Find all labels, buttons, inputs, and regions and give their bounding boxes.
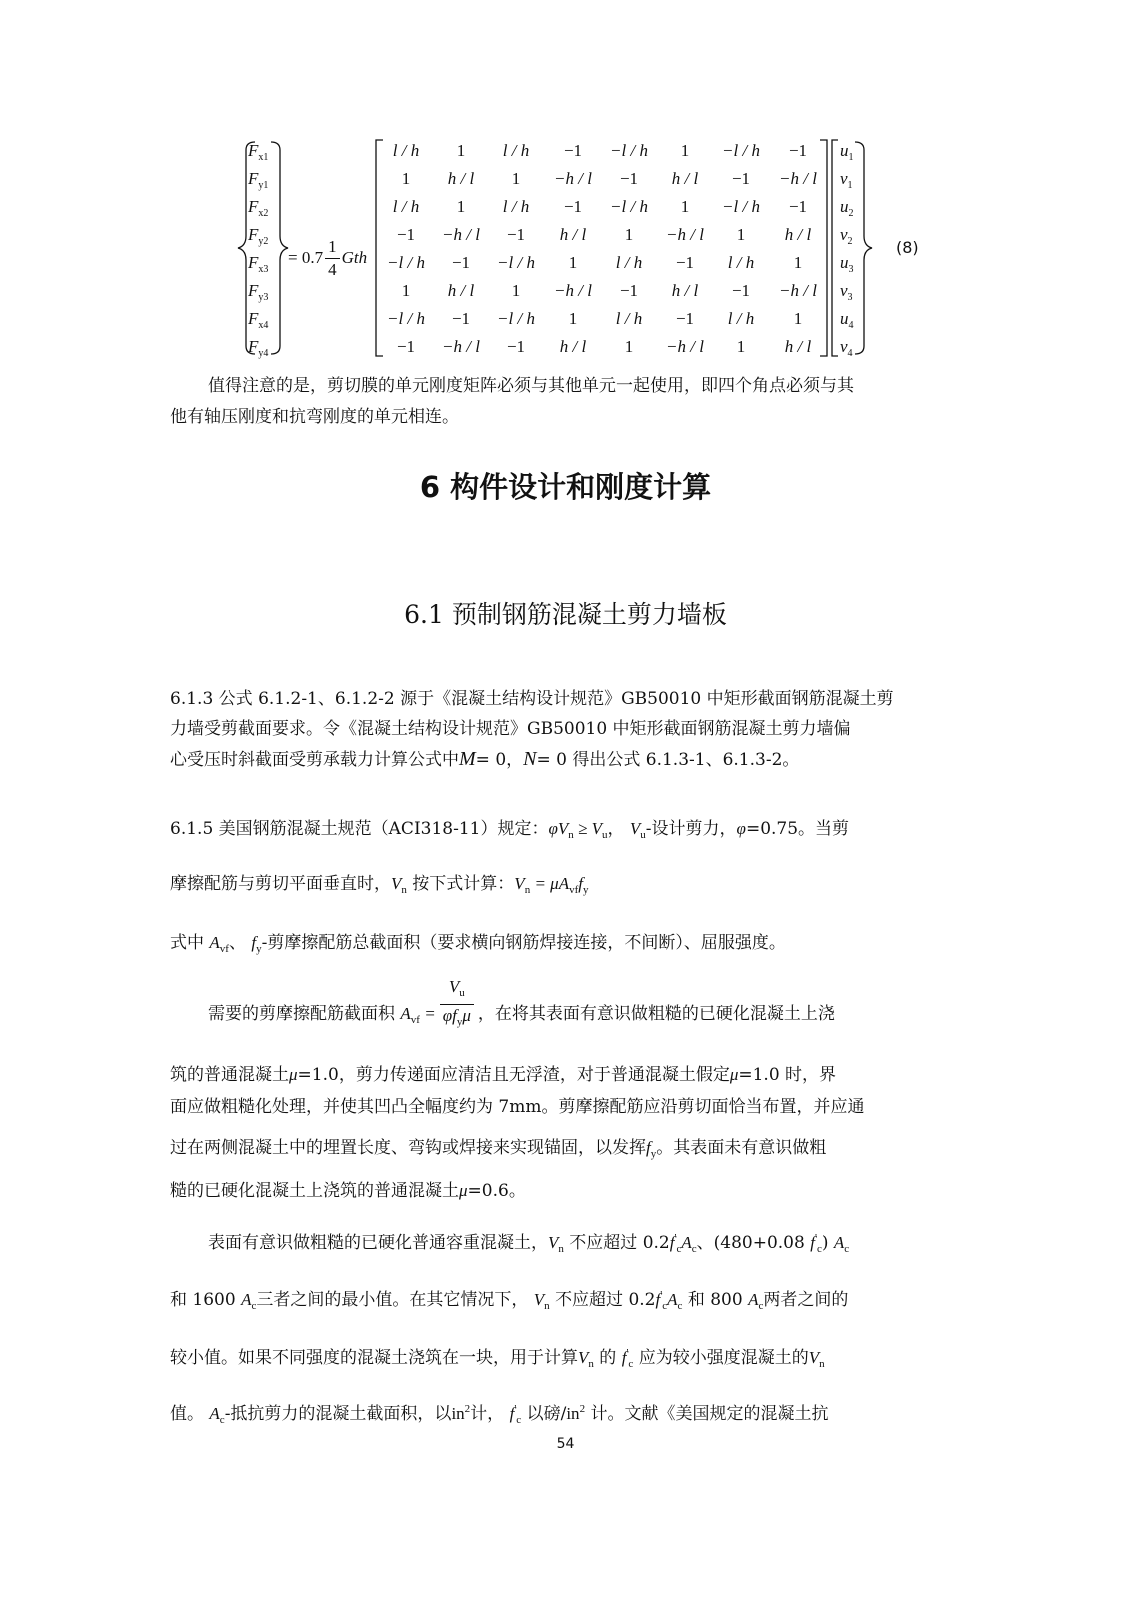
matrix-cell: −h / l (666, 225, 704, 244)
coef-num: 1 (325, 236, 340, 259)
force-component: $F_{x1}$ (248, 141, 269, 163)
matrix-cell: h / l (671, 281, 699, 300)
matrix-cell: −1 (731, 169, 751, 188)
matrix-cell: l / h (615, 309, 643, 328)
s615-line-7: 过在两侧混凝土中的埋置长度、弯钩或焊接来实现锚固，以发挥$f_y$。其表面未有意识做粗 (170, 1138, 827, 1160)
matrix-cell: −1 (619, 169, 639, 188)
s613-line-1: 6.1.3 公式 6.1.2-1、6.1.2-2 源于《混凝土结构设计规范》GB50010 中矩形截面钢筋混凝土剪 (170, 689, 894, 709)
matrix-cell: −h / l (554, 169, 592, 188)
s615-line-10: 和 1600 $A_c$三者之间的最小值。在其它情况下， $V_n$ 不应超过 $0.2f'_cA_c$ 和 800 $A_c$两者之间的 (170, 1289, 849, 1312)
matrix-cell: −1 (506, 225, 526, 244)
matrix-cell: −l / h (722, 141, 760, 160)
matrix-cell: 1 (511, 281, 521, 300)
matrix-cell: 1 (793, 309, 803, 328)
matrix-cell: −1 (619, 281, 639, 300)
matrix-cell: −h / l (554, 281, 592, 300)
displacement-component: $u_3$ (840, 253, 854, 275)
matrix-cell: −1 (563, 141, 583, 160)
matrix-cell: −l / h (722, 197, 760, 216)
matrix-cell: h / l (671, 169, 699, 188)
force-component: $F_{y1}$ (248, 169, 269, 191)
force-component: $F_{x2}$ (248, 197, 269, 219)
matrix-cell: l / h (727, 309, 755, 328)
matrix-cell: l / h (392, 141, 420, 160)
matrix-cell: 1 (511, 169, 521, 188)
coef-den: 4 (328, 260, 337, 279)
matrix-cell: −1 (451, 309, 471, 328)
matrix-cell: −h / l (442, 337, 480, 356)
force-component: $F_{x3}$ (248, 253, 269, 275)
force-component: $F_{y3}$ (248, 281, 269, 303)
s613-line-2: 力墙受剪截面要求。令《混凝土结构设计规范》GB50010 中矩形截面钢筋混凝土剪力墙偏 (170, 719, 851, 739)
matrix-cell: 1 (736, 337, 746, 356)
note-line-1: 值得注意的是，剪切膜的单元刚度矩阵必须与其他单元一起使用，即四个角点必须与其 (208, 376, 854, 396)
page-number: 54 (556, 1436, 575, 1452)
s615-line-12: 值。 $A_c-$抵抗剪力的混凝土截面积，以$in^2$计， $f'_c$ 以磅$/in^2$ 计。文献《美国规定的混凝土抗 (170, 1403, 829, 1426)
coef-suffix: Gth (341, 248, 368, 267)
matrix-cell: −1 (675, 309, 695, 328)
matrix-cell: 1 (568, 309, 578, 328)
matrix-cell: −1 (563, 197, 583, 216)
s615-line-6: 面应做粗糙化处理，并使其凹凸全幅度约为 7mm。剪摩擦配筋应沿剪切面恰当布置，并应通 (170, 1097, 865, 1117)
matrix-cell: −1 (396, 337, 416, 356)
matrix-cell: 1 (401, 169, 411, 188)
matrix-cell: 1 (568, 253, 578, 272)
matrix-cell: −h / l (666, 337, 704, 356)
matrix-cell: −l / h (497, 309, 535, 328)
matrix-cell: −l / h (610, 197, 648, 216)
s615-line-3: 式中 $A_{vf}$、 $f_y-$剪摩擦配筋总截面积（要求横向钢筋焊接连接，不间断）、屈服强度。 (170, 933, 786, 955)
matrix-cell: 1 (456, 141, 466, 160)
matrix-cell: h / l (447, 169, 475, 188)
matrix-cell: 1 (680, 197, 690, 216)
displacement-component: $u_2$ (840, 197, 854, 219)
displacement-component: $v_4$ (840, 337, 853, 359)
matrix-cell: −1 (396, 225, 416, 244)
displacement-component: $u_1$ (840, 141, 854, 163)
matrix-cell: l / h (615, 253, 643, 272)
matrix-cell: h / l (559, 337, 587, 356)
matrix-cell: 1 (624, 337, 634, 356)
s615-line-11: 较小值。如果不同强度的混凝土浇筑在一块，用于计算$V_n$ 的 $f'_c$ 应为较小强度混凝土的$V_n$ (170, 1347, 825, 1370)
displacement-component: $v_1$ (840, 169, 853, 191)
matrix-cell: −l / h (497, 253, 535, 272)
matrix-cell: −1 (451, 253, 471, 272)
matrix-cell: l / h (502, 197, 530, 216)
matrix-cell: −1 (788, 141, 808, 160)
s615-line-8: 糙的已硬化混凝土上浇筑的普通混凝土μ=0.6。 (170, 1181, 526, 1201)
s615-line-9: 表面有意识做粗糙的已硬化普通容重混凝土，$V_n$ 不应超过 $0.2f'_cA_c$、(480+0.08 $f'_c$) $A_c$ (208, 1232, 850, 1255)
matrix-cell: 1 (456, 197, 466, 216)
matrix-cell: l / h (502, 141, 530, 160)
s615-line-4: 需要的剪摩擦配筋截面积 $A_{vf}$ = $\frac{V_u}{\varphi f_y\mu}$ ，在将其表面有意识做粗糙的已硬化混凝土上浇 (208, 977, 835, 1028)
matrix-cell: −l / h (387, 309, 425, 328)
matrix-cell: 1 (624, 225, 634, 244)
force-component: $F_{x4}$ (248, 309, 269, 331)
matrix-cell: −h / l (779, 169, 817, 188)
matrix-cell: h / l (447, 281, 475, 300)
s615-line-5: 筑的普通混凝土μ=1.0，剪力传递面应清洁且无浮渣，对于普通混凝土假定μ=1.0 时，界 (170, 1065, 837, 1085)
matrix-cell: −1 (788, 197, 808, 216)
matrix-cell: −1 (506, 337, 526, 356)
coefficient (288, 236, 367, 281)
matrix-cell: −1 (675, 253, 695, 272)
coef-prefix: = 0.7 (288, 248, 324, 267)
displacement-component: $v_3$ (840, 281, 853, 303)
matrix-cell: −h / l (779, 281, 817, 300)
matrix-cell: h / l (784, 337, 812, 356)
matrix-cell: −l / h (610, 141, 648, 160)
force-component: $F_{y4}$ (248, 337, 269, 359)
displacement-component: $v_2$ (840, 225, 853, 247)
equation-number: (8) (896, 238, 919, 257)
s615-line-1: 6.1.5 美国钢筋混凝土规范（ACI318-11）规定：$\varphi V_n \ge V_u$， $V_u-$设计剪力，φ=0.75。当剪 (170, 819, 850, 841)
chapter-title: 6 构件设计和刚度计算 (419, 470, 712, 504)
force-component: $F_{y2}$ (248, 225, 269, 247)
matrix-cell: l / h (727, 253, 755, 272)
displacement-component: $u_4$ (840, 309, 854, 331)
matrix-cell: 1 (401, 281, 411, 300)
matrix-cell: −h / l (442, 225, 480, 244)
s613-line-3: 心受压时斜截面受剪承载力计算公式中M= 0，N= 0 得出公式 6.1.3-1、6.1.3-2。 (170, 748, 800, 770)
s615-line-2: 摩擦配筋与剪切平面垂直时，$V_n$ 按下式计算：$V_n = \mu A_{vf}f_y$ (170, 874, 589, 896)
matrix-cell: 1 (680, 141, 690, 160)
matrix-cell: −l / h (387, 253, 425, 272)
matrix-cell: h / l (784, 225, 812, 244)
note-line-2: 他有轴压刚度和抗弯刚度的单元相连。 (170, 407, 459, 427)
matrix-cell: l / h (392, 197, 420, 216)
matrix-cell: h / l (559, 225, 587, 244)
section-title: 6.1 预制钢筋混凝土剪力墙板 (404, 600, 727, 629)
matrix-cell: 1 (793, 253, 803, 272)
matrix-cell: 1 (736, 225, 746, 244)
matrix-cell: −1 (731, 281, 751, 300)
